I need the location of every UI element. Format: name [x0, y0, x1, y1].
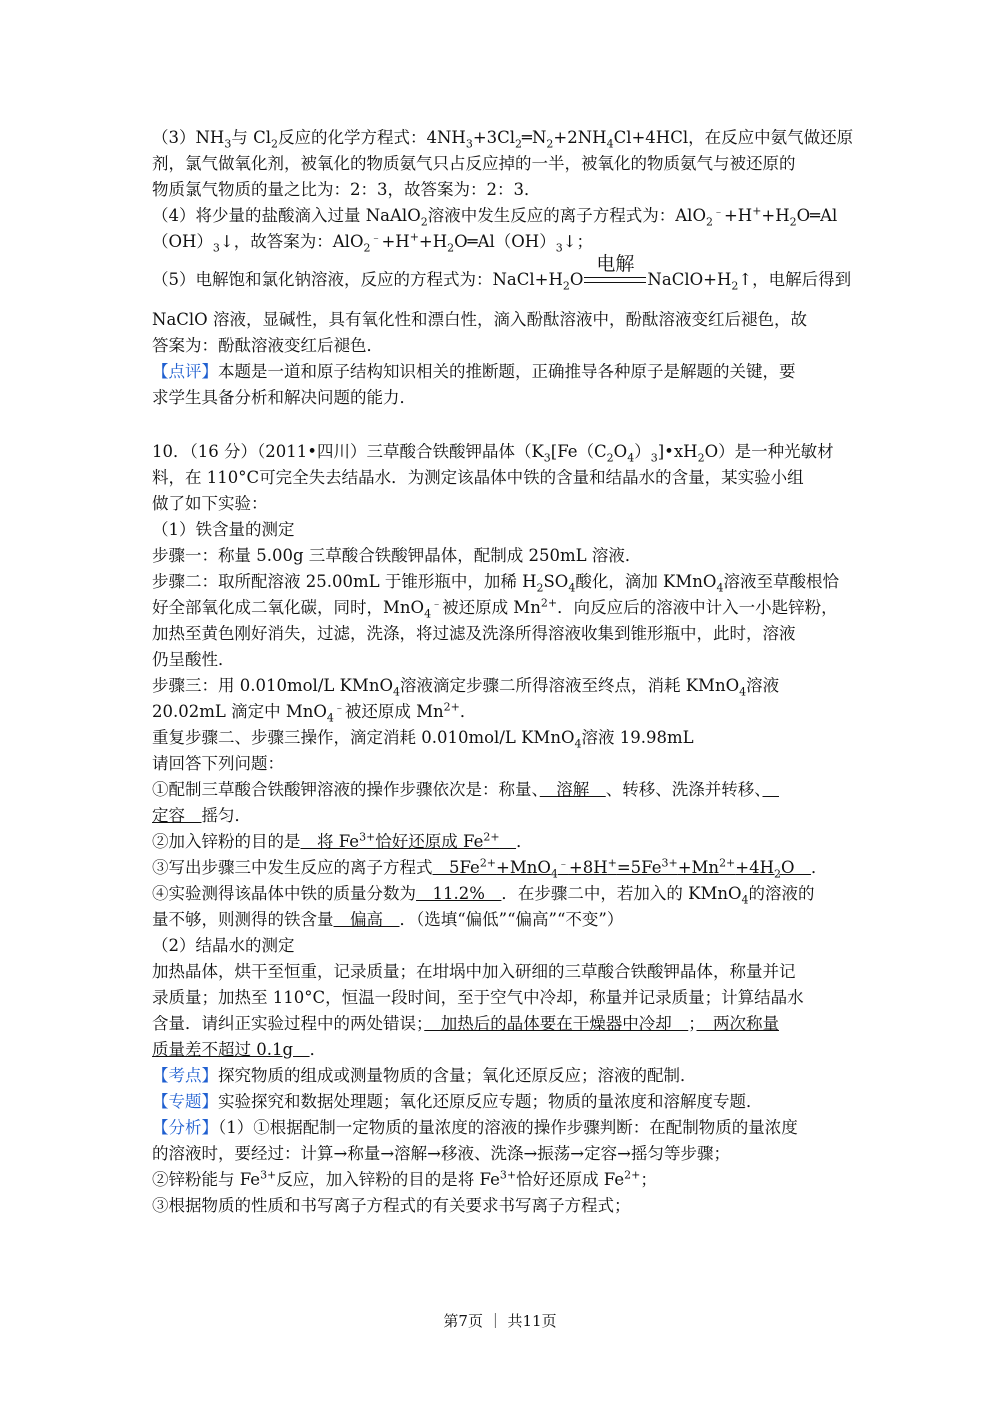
line-q10-9: 仍呈酸性． [152, 650, 235, 669]
line-q10-19: 量不够，则测得的铁含量 偏高 ．（选填“偏低”“偏高”“不变”） [152, 910, 624, 929]
line-q10-12: 重复步骤二、步骤三操作，滴定消耗 0.010mol/L KMnO$_4$溶液 19.98mL [152, 728, 694, 751]
tag-fenxi: 【分析】 [152, 1118, 218, 1137]
tag-review: 【点评】 [152, 362, 218, 381]
line-ans3-2: 剂，氯气做氧化剂，被氧化的物质氨气只占反应掉的一半，被氧化的物质氨气与被还原的 [152, 154, 796, 173]
line-q10-16: ②加入锌粉的目的是 将 $Fe^{3+}$恰好还原成 $Fe^{2+}$ ． [152, 830, 533, 851]
line-q10-24: 质量差不超过 0.1g ． [152, 1040, 327, 1059]
line-q10-10: 步骤三：用 0.010mol/L KMnO$_4$溶液滴定步骤二所得溶液至终点，消耗 KMnO$_4$溶液 [152, 676, 780, 699]
line-q10-15: 定容 摇匀． [152, 806, 251, 825]
line-q10-13: 请回答下列问题： [152, 754, 284, 773]
line-q10-5: 步骤一：称量 5.00g 三草酸合铁酸钾晶体，配制成 250mL 溶液． [152, 546, 642, 565]
line-q10-11: 20.02mL 滴定中 MnO$_4$﹣被还原成 $Mn^{2+}$． [152, 700, 477, 725]
answer-blank-weighing: 两次称量 [696, 1014, 779, 1033]
line-kaodian: 【考点】探究物质的组成或测量物质的含量；氧化还原反应；溶液的配制． [152, 1066, 697, 1085]
tag-kaodian: 【考点】 [152, 1066, 218, 1085]
line-ans4-1: （4）将少量的盐酸滴入过量 NaAlO$_2$溶液中发生反应的离子方程式为：$AlO_2^﹣+H^++H_2O═Al$ [152, 204, 838, 229]
answer-blank-zinc: 将 $Fe^{3+}$恰好还原成 $Fe^{2+}$ [300, 830, 500, 851]
line-fenxi-3: ②锌粉能与 $Fe^{3+}$反应，加入锌粉的目的是将 $Fe^{3+}$恰好还原成 $Fe^{2+}$； [152, 1168, 657, 1189]
answer-blank-desiccator: 加热后的晶体要在干燥器中冷却 [424, 1014, 689, 1033]
line-ans5-2: NaClO 溶液，显碱性，具有氧化性和漂白性，滴入酚酞溶液中，酚酞溶液变红后褪色，故 [152, 310, 807, 329]
line-q10-1: 10．（16 分）（2011•四川）三草酸合铁酸钾晶体$(K_3[Fe(C_2O_4)_3]•xH_2O)$是一种光敏材 [152, 442, 834, 465]
line-fenxi-1: 【分析】（1）①根据配制一定物质的量浓度的溶液的操作步骤判断：在配制物质的量浓度 [152, 1118, 798, 1137]
electrolysis-equals-sign: 电解 [584, 276, 646, 286]
line-ans5-3: 答案为：酚酞溶液变红后褪色． [152, 336, 383, 355]
line-q10-21: 加热晶体，烘干至恒重，记录质量；在坩埚中加入研细的三草酸合铁酸钾晶体，称量并记 [152, 962, 796, 981]
answer-blank-volume: 定容 [152, 806, 202, 825]
line-ans5-1: （5）电解饱和氯化钠溶液，反应的方程式为：$NaCl+H_2O$ 电解 $NaClO+H_2↑$，电解后得到 [152, 252, 852, 293]
line-q10-2: 料，在 110°C可完全失去结晶水．为测定该晶体中铁的含量和结晶水的含量，某实验小组 [152, 468, 804, 487]
line-q10-17: ③写出步骤三中发生反应的离子方程式 $5Fe^{2+}+MnO_4^﹣+8H^+=5Fe^{3+}+Mn^{2+}+4H_2O$ ． [152, 856, 828, 881]
line-q10-22: 录质量；加热至 110°C，恒温一段时间，至于空气中冷却，称量并记录质量；计算结晶水 [152, 988, 804, 1007]
line-q10-23: 含量．请纠正实验过程中的两处错误； 加热后的晶体要在干燥器中冷却 ； 两次称量 [152, 1014, 779, 1033]
line-q10-14: ①配制三草酸合铁酸钾溶液的操作步骤依次是：称量、 溶解 、转移、洗涤并转移、 [152, 780, 763, 799]
line-ans3-3: 物质氯气物质的量之比为：2：3，故答案为：2：3． [152, 180, 541, 199]
line-q10-7: 好全部氧化成二氧化碳，同时，MnO$_4$﹣被还原成 $Mn^{2+}$．向反应后的溶液中计入一小匙锌粉， [152, 596, 838, 621]
line-fenxi-4: ③根据物质的性质和书写离子方程式的有关要求书写离子方程式； [152, 1196, 631, 1215]
line-q10-3: 做了如下实验： [152, 494, 268, 513]
page-footer: 第7页 ｜ 共11页 [443, 1312, 557, 1330]
line-review-2: 求学生具备分析和解决问题的能力． [152, 388, 416, 407]
line-q10-4: （1）铁含量的测定 [152, 520, 295, 539]
line-fenxi-2: 的溶液时，要经过：计算→称量→溶解→移液、洗涤→振荡→定容→摇匀等步骤； [152, 1144, 730, 1163]
answer-blank-higher: 偏高 [333, 910, 400, 929]
line-q10-8: 加热至黄色刚好消失，过滤，洗涤，将过滤及洗涤所得溶液收集到锥形瓶中，此时，溶液 [152, 624, 796, 643]
line-q10-18: ④实验测得该晶体中铁的质量分数为 11.2% ．在步骤二中，若加入的 KMnO$_4$的溶液的 [152, 884, 815, 907]
line-ans3-1: $(3)NH_3$与 $Cl_2$反应的化学方程式：$4NH_3+3Cl_2═N_2+2NH_4Cl+4HCl$，在反应中氨气做还原 [152, 128, 854, 151]
answer-blank-iron-fraction: 11.2% [416, 884, 502, 903]
answer-blank-dissolve: 溶解 [539, 780, 606, 799]
answer-blank-ionic-equation: $5Fe^{2+}+MnO_4^﹣+8H^+=5Fe^{3+}+Mn^{2+}+4H_2O$ [432, 856, 812, 881]
line-zhuanti: 【专题】实验探究和数据处理题；氧化还原反应专题；物质的量浓度和溶解度专题． [152, 1092, 763, 1111]
line-q10-6: 步骤二：取所配溶液 25.00mL 于锥形瓶中，加稀 $H_2SO_4$酸化，滴加 KMnO$_4$溶液至草酸根恰 [152, 572, 839, 595]
tag-zhuanti: 【专题】 [152, 1092, 218, 1111]
line-q10-20: （2）结晶水的测定 [152, 936, 295, 955]
line-ans4-2: $(OH)_3↓$，故答案为：$AlO_2^﹣+H^++H_2O═Al(OH)_3↓$； [152, 230, 594, 255]
line-review-1: 【点评】本题是一道和原子结构知识相关的推断题，正确推导各种原子是解题的关键，要 [152, 362, 796, 381]
